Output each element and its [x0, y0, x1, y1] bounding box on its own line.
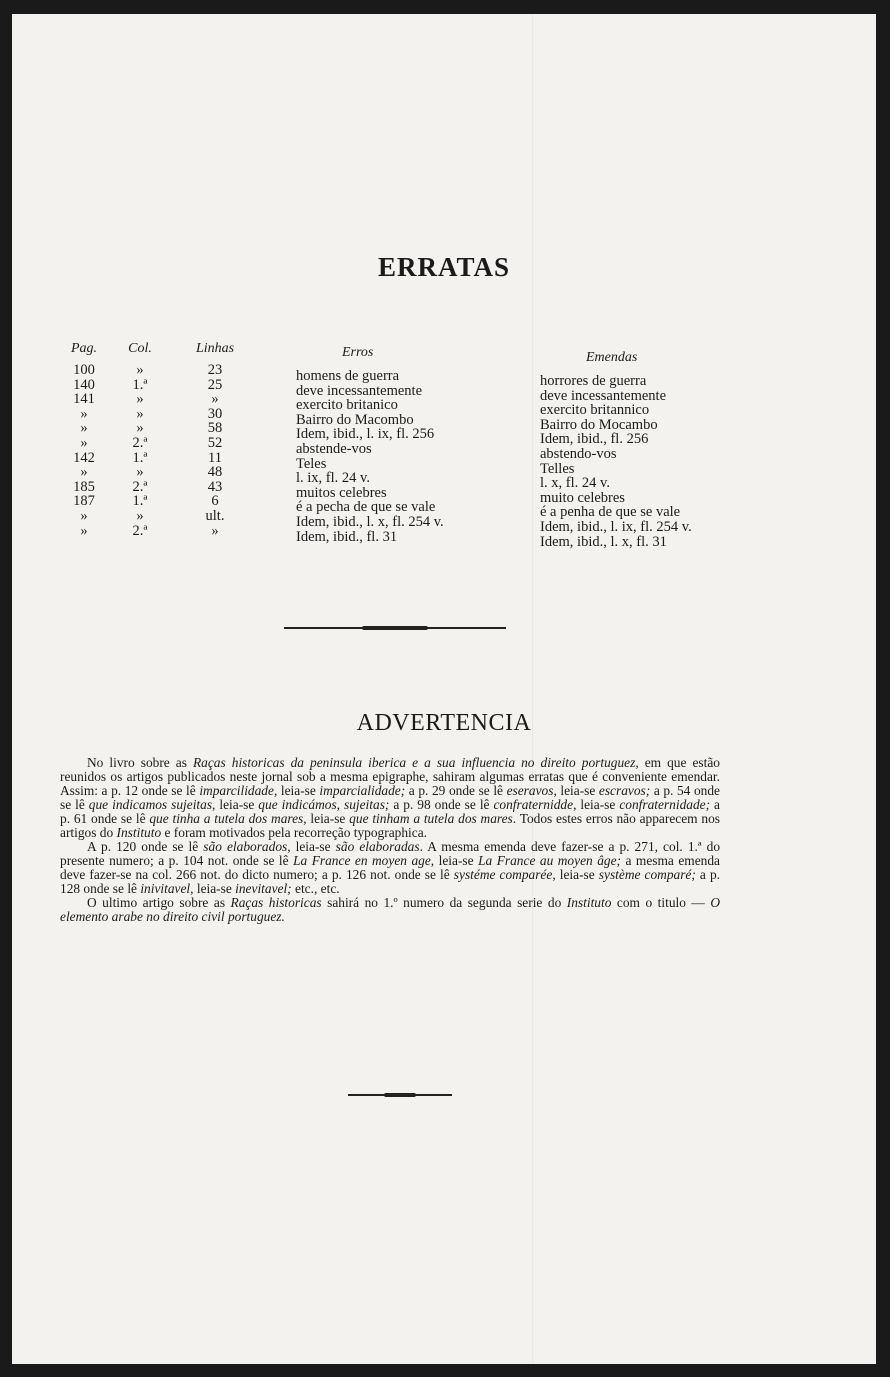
cell-erro: Idem, ibid., l. x, fl. 254 v. [296, 513, 444, 530]
cell-erro: l. ix, fl. 24 v. [296, 470, 370, 487]
cell-linha: 30 [207, 405, 223, 422]
cell-linha: 43 [207, 478, 223, 495]
italic-run: O elemento arabe no direito civil portuguez. [60, 895, 720, 924]
end-divider [348, 1094, 452, 1096]
text-run: . A mesma emenda deve fazer-se a p. 271, col. 1.ª do presente numero; a p. 104 not. onde se lê [60, 839, 721, 868]
italic-run: imparcilidade [199, 783, 274, 798]
italic-run: eseravos [506, 783, 554, 798]
paragraph-2 [60, 840, 720, 896]
cell-pag: 187 [73, 493, 95, 510]
text-run: etc., etc. [291, 881, 340, 896]
text-run: , leia-se [212, 797, 259, 812]
text-run: a p. 61 onde se lê [60, 797, 720, 826]
italic-run: que indicamos sujeitas [88, 797, 213, 812]
italic-run: são elaboradas [335, 839, 420, 854]
text-run: , leia-se [553, 783, 599, 798]
italic-run: imparcialidade; [319, 783, 406, 798]
header-col: Col. [128, 341, 152, 356]
advertencia-title: ADVERTENCIA [356, 710, 532, 736]
cell-pag: » [80, 522, 88, 539]
cell-emenda: Telles [540, 460, 575, 477]
cell-col: » [136, 464, 144, 481]
italic-run: Instituto [116, 825, 162, 840]
cell-col: 2.ª [132, 478, 148, 495]
cell-emenda: deve incessantemente [540, 387, 667, 404]
column-col [120, 363, 160, 538]
cell-erro: Idem, ibid., l. ix, fl. 256 [296, 426, 435, 443]
text-run: a p. 98 onde se lê [389, 797, 494, 812]
cell-linha: 48 [207, 464, 223, 481]
cell-erro: exercito britanico [296, 397, 398, 414]
italic-run: La France au moyen âge; [478, 853, 621, 868]
column-pag [64, 363, 104, 538]
column-emendas [540, 374, 692, 549]
cell-linha: 6 [211, 493, 219, 510]
section-divider [284, 627, 506, 629]
erratas-title: ERRATAS [377, 252, 511, 282]
text-run: com o titulo — [611, 895, 711, 910]
cell-linha: 25 [207, 376, 223, 393]
cell-pag: 185 [73, 478, 95, 495]
text-run: , leia-se [303, 811, 350, 826]
cell-col: » [136, 420, 144, 437]
text-run: e foram motivados pela recorreção typographica. [161, 825, 428, 840]
cell-pag: 141 [73, 391, 95, 408]
italic-run: La France en moyen age [293, 853, 431, 868]
paragraph-1 [60, 756, 720, 840]
document-page [12, 14, 876, 1364]
cell-emenda: horrores de guerra [540, 373, 647, 389]
cell-linha: 58 [207, 420, 223, 437]
cell-col: 1.ª [132, 493, 148, 510]
cell-col: 2.ª [132, 434, 148, 451]
cell-erro: muitos celebres [296, 484, 387, 501]
cell-pag: » [80, 420, 88, 437]
cell-linha: ult. [205, 507, 225, 524]
cell-linha: » [211, 522, 219, 539]
text-run: a p. 128 onde se lê [60, 867, 720, 896]
cell-pag: » [80, 464, 88, 481]
text-run: a p. 29 onde se lê [405, 783, 507, 798]
cell-erro: homens de guerra [296, 368, 400, 384]
header-erros: Erros [342, 345, 374, 360]
paragraph-3 [60, 896, 720, 924]
cell-emenda: l. x, fl. 24 v. [540, 475, 610, 492]
cell-erro: Teles [296, 455, 327, 472]
text-run: O ultimo artigo sobre as [87, 895, 231, 910]
text-run: sahirá no 1.º numero da segunda serie do [321, 895, 567, 910]
italic-run: confraternidde [493, 797, 574, 812]
cell-erro: abstende-vos [296, 440, 372, 457]
cell-col: » [136, 362, 144, 378]
text-run: . Todos estes erros não apparecem nos artigos do [60, 811, 720, 840]
cell-linha: » [211, 391, 219, 408]
cell-col: » [136, 405, 144, 422]
italic-run: que indicámos, sujeitas; [258, 797, 390, 812]
italic-run: escravos; [598, 783, 651, 798]
italic-run: Raças historicas da peninsula iberica e a sua influencia no direito portuguez [192, 755, 636, 770]
text-run: , leia-se [430, 853, 479, 868]
cell-col: » [136, 391, 144, 408]
text-run: , leia-se [573, 797, 620, 812]
cell-erro: Bairro do Macombo [296, 411, 414, 428]
italic-run: systéme comparée [453, 867, 553, 882]
header-linhas: Linhas [195, 341, 235, 356]
header-emendas: Emendas [586, 350, 638, 365]
text-run: , leia-se [552, 867, 599, 882]
cell-pag: 142 [73, 449, 95, 466]
cell-erro: Idem, ibid., fl. 31 [296, 528, 398, 545]
text-run: a p. 54 onde se lê [60, 783, 720, 812]
cell-col: 2.ª [132, 522, 148, 539]
cell-emenda: muito celebres [540, 489, 625, 506]
text-run: a mesma emenda deve fazer-se na col. 266 not. do dicto numero; a p. 126 not. onde se lê [60, 853, 720, 882]
cell-erro: é a pecha de que se vale [296, 499, 436, 516]
cell-emenda: abstendo-vos [540, 445, 617, 462]
column-linhas [190, 363, 240, 538]
text-run: , leia-se [273, 783, 320, 798]
text-run: , leia-se [190, 881, 236, 896]
cell-emenda: exercito britannico [540, 402, 650, 419]
text-run: , leia-se [287, 839, 336, 854]
cell-col: 1.ª [132, 376, 148, 393]
cell-pag: 100 [73, 362, 95, 378]
cell-pag: » [80, 434, 88, 451]
text-run: , em que estão reunidos os artigos publicados neste jornal sob a mesma epigraphe, sahiram algumas erratas que é conveniente emendar. Assim: a p. 12 onde se lê [60, 755, 720, 798]
cell-emenda: Idem, ibid., fl. 256 [540, 431, 649, 448]
cell-pag: » [80, 405, 88, 422]
italic-run: são elaborados [203, 839, 288, 854]
cell-col: » [136, 507, 144, 524]
cell-pag: » [80, 507, 88, 524]
cell-col: 1.ª [132, 449, 148, 466]
italic-run: Instituto [566, 895, 612, 910]
cell-linha: 11 [208, 449, 222, 466]
cell-emenda: Idem, ibid., l. x, fl. 31 [540, 533, 667, 550]
cell-emenda: Idem, ibid., l. ix, fl. 254 v. [540, 518, 692, 535]
italic-run: inivitavel [140, 881, 191, 896]
italic-run: que tinham a tutela dos mares [349, 811, 513, 826]
cell-emenda: Bairro do Mocambo [540, 416, 658, 433]
italic-run: confraternidade; [619, 797, 711, 812]
cell-linha: 52 [207, 434, 223, 451]
advertencia-body [60, 756, 720, 924]
header-pag: Pag. [70, 341, 98, 356]
column-erros [296, 369, 444, 544]
italic-run: système comparé; [598, 867, 696, 882]
italic-run: inevitavel; [235, 881, 292, 896]
cell-linha: 23 [207, 362, 223, 378]
cell-erro: deve incessantemente [296, 382, 423, 399]
text-run: A p. 120 onde se lê [87, 839, 204, 854]
cell-emenda: é a penha de que se vale [540, 504, 681, 521]
italic-run: Raças historicas [230, 895, 322, 910]
italic-run: que tinha a tutela dos mares [149, 811, 304, 826]
cell-pag: 140 [73, 376, 95, 393]
text-run: No livro sobre as [87, 755, 193, 770]
